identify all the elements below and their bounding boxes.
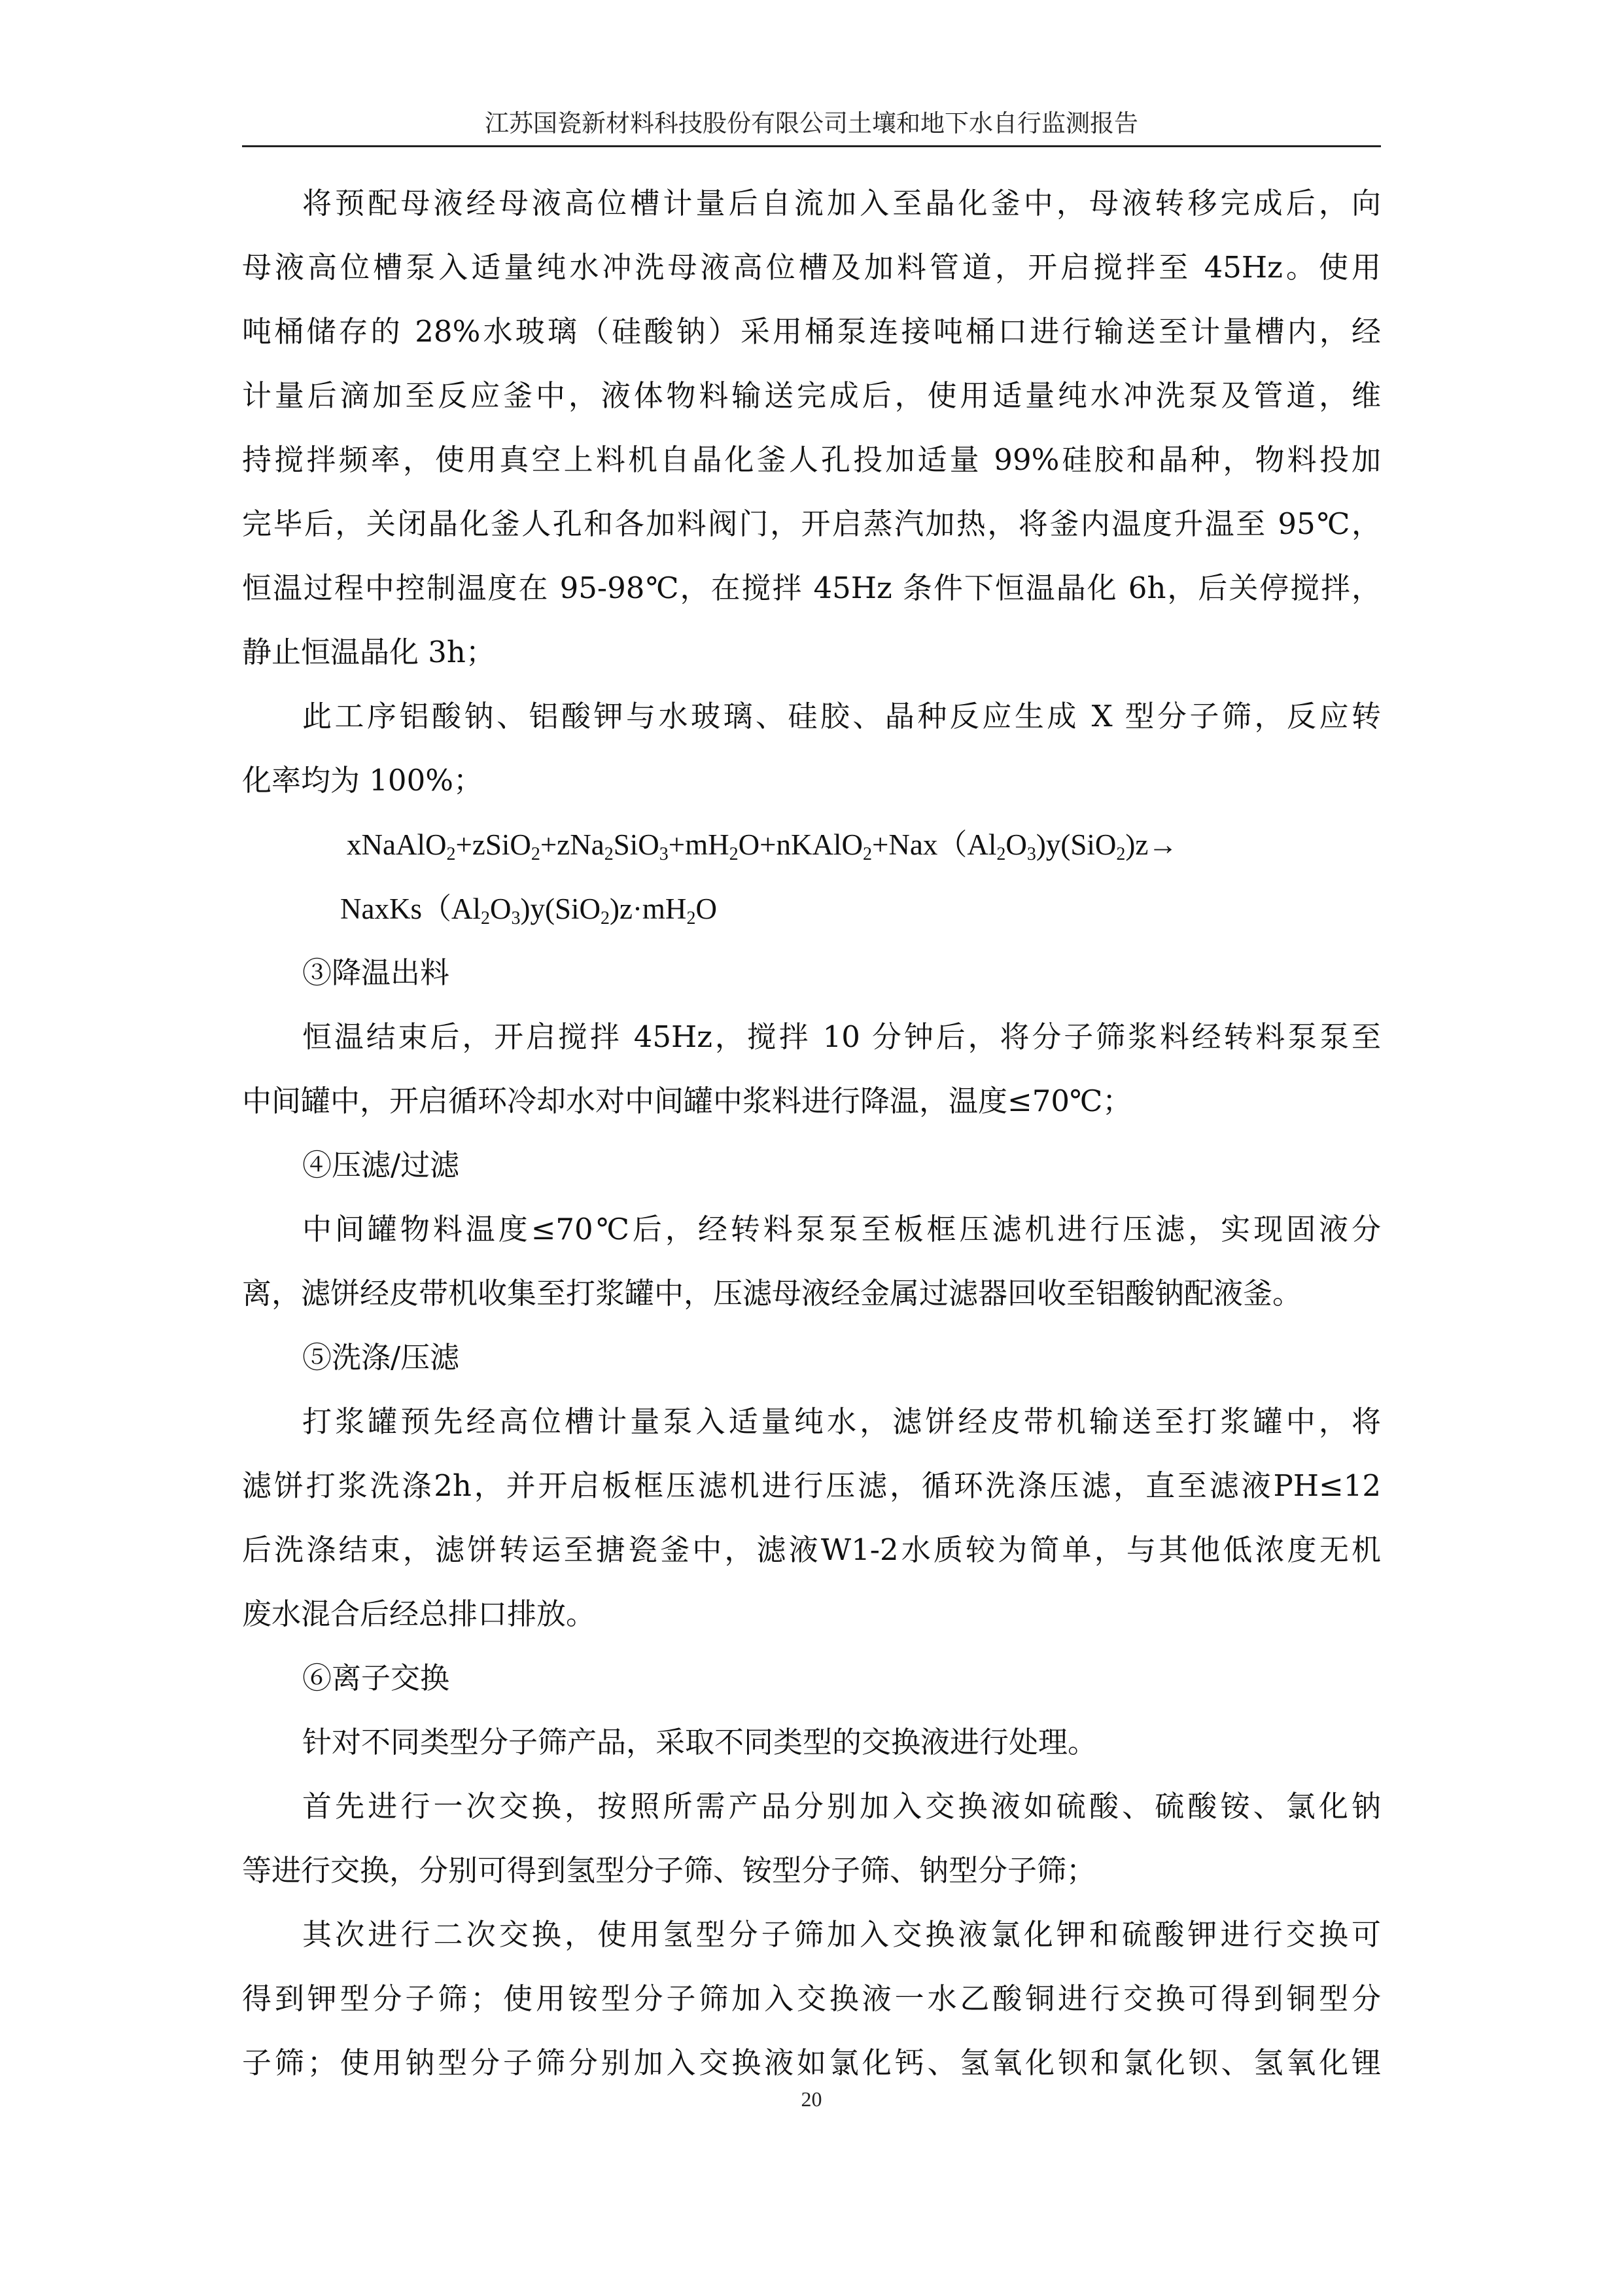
formula-text: O bbox=[695, 892, 717, 925]
text-line: 计量后滴加至反应釜中，液体物料输送完成后，使用适量纯水冲洗泵及管道，维 bbox=[242, 378, 1381, 413]
formula-text: NaxKs（Al bbox=[340, 892, 481, 925]
formula-subscript: 2 bbox=[1116, 844, 1126, 864]
text-line: 此工序铝酸钠、铝酸钾与水玻璃、硅胶、晶种反应生成 X 型分子筛，反应转 bbox=[302, 699, 1381, 733]
formula-text: )y(SiO bbox=[520, 892, 601, 925]
formula-subscript: 2 bbox=[531, 844, 540, 864]
paragraph-second-exchange bbox=[242, 1903, 1381, 2095]
formula-text: xNaAlO bbox=[347, 828, 447, 861]
formula-text: +Nax（Al bbox=[871, 828, 997, 861]
text-line: 后洗涤结束，滤饼转运至搪瓷釜中，滤液W1-2水质较为简单，与其他低浓度无机 bbox=[242, 1532, 1381, 1567]
formula-text: +mH bbox=[668, 828, 729, 861]
text-line: 滤饼打浆洗涤2h，并开启板框压滤机进行压滤，循环洗涤压滤，直至滤液PH≤12 bbox=[242, 1468, 1381, 1503]
formula-subscript: 2 bbox=[686, 908, 696, 928]
section-heading-cooling: ③降温出料 bbox=[302, 955, 450, 990]
formula-subscript: 2 bbox=[862, 844, 872, 864]
text-line: 将预配母液经母液高位槽计量后自流加入至晶化釜中，母液转移完成后，向 bbox=[302, 186, 1381, 221]
text-line: 中间罐中，开启循环冷却水对中间罐中浆料进行降温，温度≤70℃； bbox=[242, 1084, 1132, 1118]
page-number: 20 bbox=[801, 2087, 822, 2111]
text-line: 母液高位槽泵入适量纯水冲洗母液高位槽及加料管道，开启搅拌至 45Hz。使用 bbox=[242, 250, 1381, 285]
formula-text: O bbox=[1005, 828, 1027, 861]
formula-subscript: 2 bbox=[446, 844, 456, 864]
text-line: 废水混合后经总排口排放。 bbox=[242, 1597, 596, 1631]
formula-text: +zSiO bbox=[455, 828, 531, 861]
text-line: 离，滤饼经皮带机收集至打浆罐中，压滤母液经金属过滤器回收至铝酸钠配液釜。 bbox=[242, 1276, 1302, 1311]
text-line: 持搅拌频率，使用真空上料机自晶化釜人孔投加适量 99%硅胶和晶种，物料投加 bbox=[242, 442, 1381, 477]
paragraph-reaction-description bbox=[242, 684, 1381, 813]
formula-text: )y(SiO bbox=[1036, 828, 1117, 861]
paragraph-filtration bbox=[242, 1197, 1381, 1326]
formula-subscript: 2 bbox=[600, 908, 610, 928]
section-heading-ion-exchange: ⑥离子交换 bbox=[302, 1661, 450, 1695]
formula-subscript: 3 bbox=[511, 908, 521, 928]
text-line: 化率均为 100%； bbox=[242, 763, 483, 798]
text-line: 完毕后，关闭晶化釜人孔和各加料阀门，开启蒸汽加热，将釜内温度升温至 95℃， bbox=[242, 506, 1381, 541]
formula-subscript: 3 bbox=[659, 844, 669, 864]
text-line: 恒温结束后，开启搅拌 45Hz，搅拌 10 分钟后，将分子筛浆料经转料泵泵至 bbox=[302, 1019, 1381, 1054]
paragraph-washing bbox=[242, 1390, 1381, 1646]
text-line: 其次进行二次交换，使用氢型分子筛加入交换液氯化钾和硫酸钾进行交换可 bbox=[302, 1917, 1381, 1952]
formula-text: O bbox=[489, 892, 512, 925]
formula-subscript: 2 bbox=[996, 844, 1006, 864]
paragraph-first-exchange bbox=[242, 1775, 1381, 1903]
text-line: 首先进行一次交换，按照所需产品分别加入交换液如硫酸、硫酸铵、氯化钠 bbox=[302, 1789, 1381, 1824]
formula-subscript: 2 bbox=[480, 908, 490, 928]
report-title: 江苏国瓷新材料科技股份有限公司土壤和地下水自行监测报告 bbox=[485, 109, 1138, 137]
formula-text: )z·mH bbox=[609, 892, 687, 925]
formula-text: )z→ bbox=[1125, 828, 1178, 861]
section-heading-filtration: ④压滤/过滤 bbox=[302, 1148, 460, 1182]
chemical-equation-line-1 bbox=[242, 813, 1381, 877]
text-line: 静止恒温晶化 3h； bbox=[242, 635, 495, 669]
paragraph-mother-liquor bbox=[242, 171, 1381, 684]
formula-text: +zNa bbox=[540, 828, 604, 861]
text-line: 得到钾型分子筛；使用铵型分子筛加入交换液一水乙酸铜进行交换可得到铜型分 bbox=[242, 1981, 1381, 2016]
paragraph-cooling bbox=[242, 1005, 1381, 1133]
formula-text: SiO bbox=[613, 828, 659, 861]
section-heading-washing: ⑤洗涤/压滤 bbox=[302, 1340, 460, 1375]
text-line: 恒温过程中控制温度在 95-98℃，在搅拌 45Hz 条件下恒温晶化 6h，后关停搅拌， bbox=[242, 571, 1381, 605]
page-body bbox=[242, 171, 1381, 2095]
formula-subscript: 2 bbox=[604, 844, 614, 864]
formula-subscript: 2 bbox=[729, 844, 739, 864]
text-line: 吨桶储存的 28%水玻璃（硅酸钠）采用桶泵连接吨桶口进行输送至计量槽内，经 bbox=[242, 314, 1381, 349]
page-header bbox=[242, 98, 1381, 147]
chemical-equation-line-2 bbox=[242, 877, 1381, 941]
text-line: 中间罐物料温度≤70℃后，经转料泵泵至板框压滤机进行压滤，实现固液分 bbox=[302, 1212, 1381, 1246]
formula-subscript: 3 bbox=[1026, 844, 1036, 864]
text-line: 打浆罐预先经高位槽计量泵入适量纯水，滤饼经皮带机输送至打浆罐中，将 bbox=[302, 1404, 1381, 1439]
formula-text: O+nKAlO bbox=[738, 828, 863, 861]
text-line: 子筛；使用钠型分子筛分别加入交换液如氯化钙、氢氧化钡和氯化钡、氢氧化锂 bbox=[242, 2045, 1381, 2080]
text-line: 等进行交换，分别可得到氢型分子筛、铵型分子筛、钠型分子筛； bbox=[242, 1853, 1096, 1888]
text-line: 针对不同类型分子筛产品，采取不同类型的交换液进行处理。 bbox=[302, 1725, 1098, 1759]
paragraph-exchange-intro bbox=[242, 1710, 1381, 1775]
